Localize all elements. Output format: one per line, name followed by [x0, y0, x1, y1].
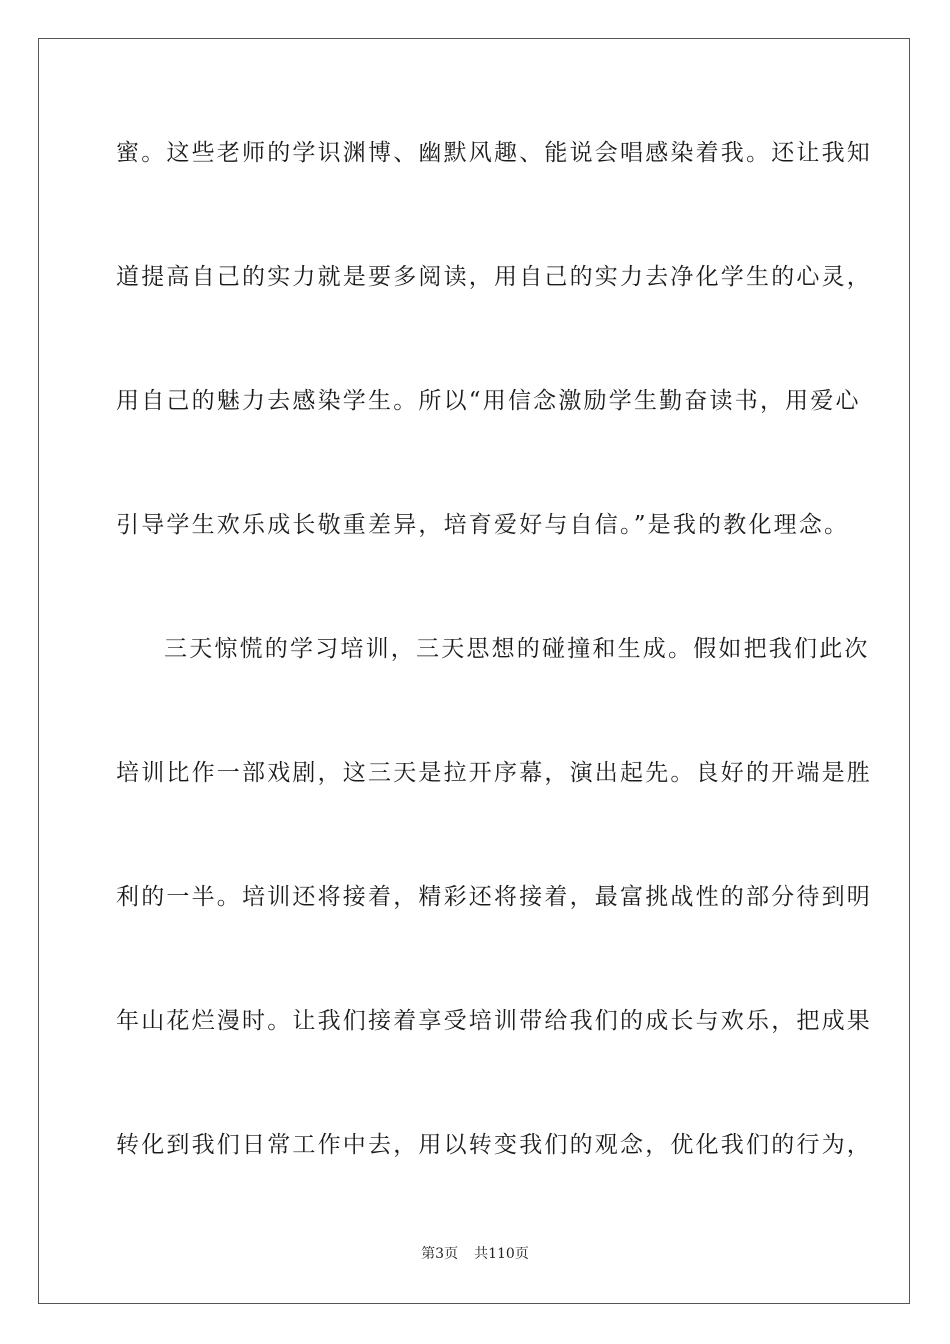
text-line: 引导学生欢乐成长敬重差异，培育爱好与自信。”是我的教化理念。 — [116, 512, 850, 538]
text-line: 利的一半。培训还将接着，精彩还将接着，最富挑战性的部分待到明 — [116, 884, 872, 910]
text-line: 蜜。这些老师的学识渊博、幽默风趣、能说会唱感染着我。还让我知 — [116, 140, 872, 166]
total-pages: 共110页 — [474, 1246, 529, 1262]
text-line: 转化到我们日常工作中去，用以转变我们的观念，优化我们的行为， — [116, 1132, 872, 1158]
page-number: 第3页 — [421, 1246, 459, 1262]
text-line: 用自己的魅力去感染学生。所以“用信念激励学生勤奋读书，用爱心 — [116, 388, 861, 414]
paragraph-first-line: 三天惊慌的学习培训，三天思想的碰撞和生成。假如把我们此次 — [164, 636, 870, 662]
text-line: 年山花烂漫时。让我们接着享受培训带给我们的成长与欢乐，把成果 — [116, 1008, 872, 1034]
page-border — [38, 38, 910, 1304]
text-line: 道提高自己的实力就是要多阅读，用自己的实力去净化学生的心灵， — [116, 264, 872, 290]
text-line: 培训比作一部戏剧，这三天是拉开序幕，演出起先。良好的开端是胜 — [116, 760, 872, 786]
page-footer — [0, 1245, 950, 1263]
